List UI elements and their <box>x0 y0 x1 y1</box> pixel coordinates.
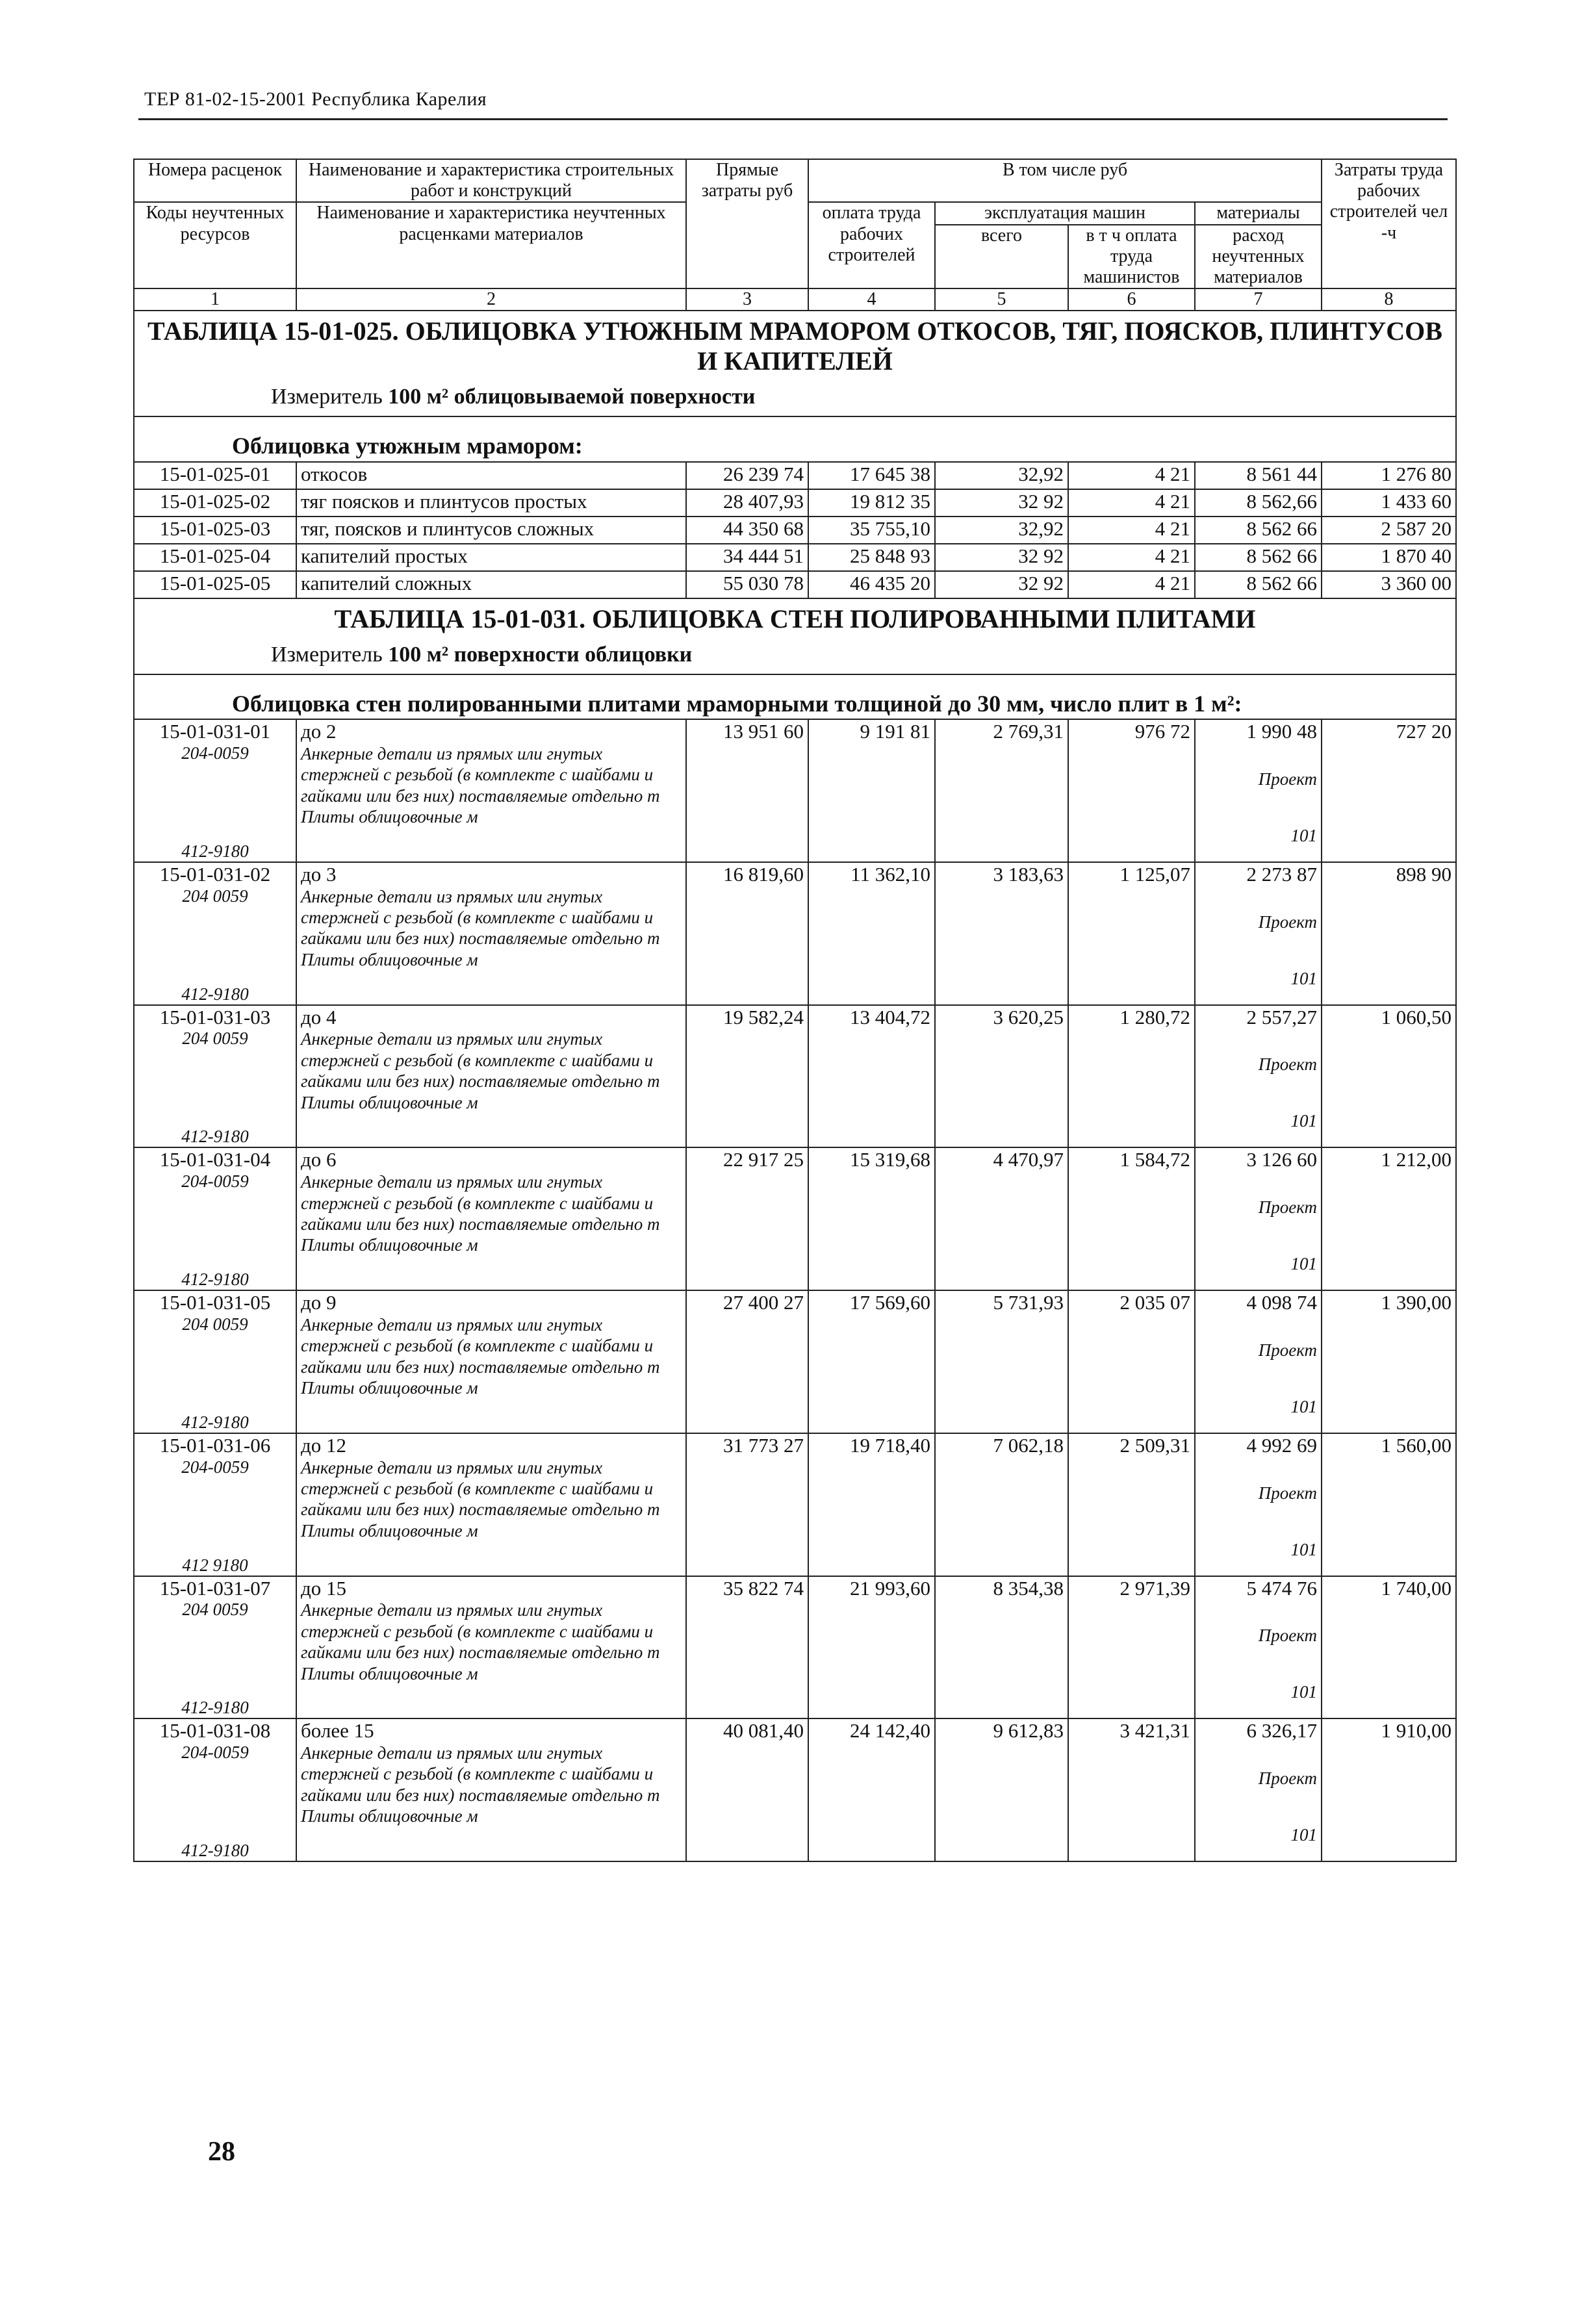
value-mat: 2 557,27 <box>1246 1005 1318 1028</box>
work-name: до 2 <box>301 720 337 743</box>
rate-code: 15-01-031-04 <box>159 1148 271 1171</box>
value-mach: 5 731,93 <box>935 1290 1068 1433</box>
measure-value: 100 м² поверхности облицовки <box>388 642 693 667</box>
work-name: до 6 <box>301 1148 337 1171</box>
table-row <box>134 462 1456 489</box>
project-label: Проект <box>1258 769 1318 789</box>
project-label: Проект <box>1258 1340 1318 1360</box>
resource-name: Анкерные детали из прямых или гнутых стержней с резьбой (в комплекте с шайбами и гайками или без них) поставляемые отдельно т <box>301 1029 660 1092</box>
value-direct: 22 917 25 <box>686 1147 808 1290</box>
table-row <box>134 1290 1456 1433</box>
work-name: до 9 <box>301 1291 337 1314</box>
value-mat: 1 990 48 <box>1246 720 1318 743</box>
resource-code: 204 0059 <box>182 886 248 906</box>
value-labor: 46 435 20 <box>808 571 935 598</box>
value-mach: 3 620,25 <box>935 1005 1068 1148</box>
value-direct: 13 951 60 <box>686 719 808 862</box>
rate-code: 15-01-031-02 <box>159 863 271 886</box>
resource-code: 204-0059 <box>181 1457 249 1477</box>
value-labor: 24 142,40 <box>808 1718 935 1861</box>
value-direct: 55 030 78 <box>686 571 808 598</box>
materials-cell <box>1195 1433 1322 1576</box>
col2-header-top: Наименование и характеристика строительных работ и конструкций <box>296 159 686 202</box>
value-labor: 11 362,10 <box>808 862 935 1005</box>
col4-header: оплата труда рабочих строителей <box>808 202 935 288</box>
col7-header: расход неучтенных материалов <box>1195 225 1322 289</box>
value-mat: 5 474 76 <box>1246 1576 1318 1600</box>
value-labor: 35 755,10 <box>808 517 935 544</box>
work-name: до 3 <box>301 863 337 886</box>
resource-name: Плиты облицовочные м <box>301 1663 478 1683</box>
work-name: более 15 <box>301 1719 374 1743</box>
value-labor: 21 993,60 <box>808 1576 935 1719</box>
value-mach_labor: 1 584,72 <box>1068 1147 1195 1290</box>
resource-name: Плиты облицовочные м <box>301 1092 478 1112</box>
work-name: до 4 <box>301 1005 337 1028</box>
value-mach: 8 354,38 <box>935 1576 1068 1719</box>
value-mat: 8 561 44 <box>1195 462 1322 489</box>
value-mach: 32 92 <box>935 571 1068 598</box>
value-direct: 28 407,93 <box>686 489 808 517</box>
value-mat: 4 992 69 <box>1246 1433 1318 1457</box>
resource-name: Плиты облицовочные м <box>301 1378 478 1398</box>
col5-header: всего <box>935 225 1068 289</box>
value-mach_labor: 2 509,31 <box>1068 1433 1195 1576</box>
col3-header: Прямые затраты руб <box>686 159 808 288</box>
work-name: капителий простых <box>296 544 686 571</box>
value-hours: 1 276 80 <box>1322 462 1456 489</box>
materials-cell <box>1195 1005 1322 1148</box>
table25-title-row <box>134 311 1456 376</box>
value-labor: 15 319,68 <box>808 1147 935 1290</box>
materials-cell <box>1195 1718 1322 1861</box>
value-hours: 1 870 40 <box>1322 544 1456 571</box>
value-mach: 32,92 <box>935 517 1068 544</box>
value-labor: 13 404,72 <box>808 1005 935 1148</box>
value-mach: 2 769,31 <box>935 719 1068 862</box>
value-direct: 26 239 74 <box>686 462 808 489</box>
rate-code: 15-01-025-01 <box>134 462 296 489</box>
value-direct: 19 582,24 <box>686 1005 808 1148</box>
value-labor: 25 848 93 <box>808 544 935 571</box>
resource-code: 204-0059 <box>181 1743 249 1763</box>
resource-code: 412-9180 <box>181 1841 249 1861</box>
col-number: 6 <box>1068 288 1195 311</box>
header-rule <box>138 118 1448 120</box>
resource-name: Анкерные детали из прямых или гнутых стержней с резьбой (в комплекте с шайбами и гайками или без них) поставляемые отдельно т <box>301 1743 660 1805</box>
col8-header: Затраты труда рабочих строителей чел -ч <box>1322 159 1456 288</box>
name-cell <box>296 1433 686 1576</box>
value-direct: 40 081,40 <box>686 1718 808 1861</box>
resource-name: Плиты облицовочные м <box>301 1806 478 1826</box>
quantity-value: 101 <box>1290 968 1318 988</box>
quantity-value: 101 <box>1290 1682 1318 1702</box>
table-row <box>134 544 1456 571</box>
project-label: Проект <box>1258 1769 1318 1789</box>
table31-title-row <box>134 598 1456 634</box>
rate-code: 15-01-031-01 <box>159 720 271 743</box>
value-mach: 4 470,97 <box>935 1147 1068 1290</box>
resource-code: 412-9180 <box>181 841 249 861</box>
value-hours: 3 360 00 <box>1322 571 1456 598</box>
code-cell <box>134 1576 296 1719</box>
materials-cell <box>1195 1576 1322 1719</box>
resource-name: Анкерные детали из прямых или гнутых стержней с резьбой (в комплекте с шайбами и гайками или без них) поставляемые отдельно т <box>301 886 660 949</box>
value-labor: 9 191 81 <box>808 719 935 862</box>
rate-code: 15-01-031-06 <box>159 1433 271 1457</box>
value-mat: 8 562 66 <box>1195 544 1322 571</box>
resource-code: 412-9180 <box>181 1698 249 1718</box>
value-mat: 4 098 74 <box>1246 1291 1318 1314</box>
value-mach_labor: 1 125,07 <box>1068 862 1195 1005</box>
value-mat: 2 273 87 <box>1246 863 1318 886</box>
resource-code: 412-9180 <box>181 984 249 1004</box>
name-cell <box>296 1576 686 1719</box>
code-cell <box>134 719 296 862</box>
resource-code: 412 9180 <box>182 1555 248 1575</box>
code-cell <box>134 1290 296 1433</box>
page-number: 28 <box>208 2137 235 2167</box>
project-label: Проект <box>1258 1054 1318 1075</box>
resource-name: Плиты облицовочные м <box>301 1235 478 1255</box>
value-mach_labor: 4 21 <box>1068 489 1195 517</box>
col1-header-top: Номера расценок <box>134 159 296 202</box>
resource-name: Плиты облицовочные м <box>301 807 478 827</box>
value-mat: 6 326,17 <box>1246 1719 1318 1743</box>
value-mach_labor: 4 21 <box>1068 571 1195 598</box>
value-mach_labor: 2 971,39 <box>1068 1576 1195 1719</box>
value-direct: 27 400 27 <box>686 1290 808 1433</box>
work-name: до 15 <box>301 1576 347 1600</box>
name-cell <box>296 862 686 1005</box>
table-row <box>134 1576 1456 1719</box>
value-mach_labor: 4 21 <box>1068 517 1195 544</box>
value-direct: 34 444 51 <box>686 544 808 571</box>
measure-value: 100 м² облицовываемой поверхности <box>388 385 756 409</box>
resource-code: 204 0059 <box>182 1028 248 1049</box>
quantity-value: 101 <box>1290 825 1318 845</box>
rate-code: 15-01-025-03 <box>134 517 296 544</box>
quantity-value: 101 <box>1290 1539 1318 1559</box>
value-mach_labor: 4 21 <box>1068 544 1195 571</box>
value-hours: 1 740,00 <box>1322 1576 1456 1719</box>
col-number: 5 <box>935 288 1068 311</box>
col-number: 1 <box>134 288 296 311</box>
col-number: 7 <box>1195 288 1322 311</box>
value-hours: 727 20 <box>1322 719 1456 862</box>
project-label: Проект <box>1258 912 1318 932</box>
rate-code: 15-01-031-07 <box>159 1576 271 1600</box>
work-name: до 12 <box>301 1433 347 1457</box>
table-row <box>134 1718 1456 1861</box>
group-header: В том числе руб <box>808 159 1322 202</box>
materials-header: материалы <box>1195 202 1322 224</box>
col1-header-bottom: Коды неучтенных ресурсов <box>134 202 296 288</box>
value-hours: 2 587 20 <box>1322 517 1456 544</box>
rates-table <box>133 159 1457 1862</box>
name-cell <box>296 719 686 862</box>
table25-measure-row <box>134 376 1456 416</box>
resource-name: Анкерные детали из прямых или гнутых стержней с резьбой (в комплекте с шайбами и гайками или без них) поставляемые отдельно т <box>301 1600 660 1663</box>
col2-header-bottom: Наименование и характеристика неучтенных расценками материалов <box>296 202 686 288</box>
col-number: 8 <box>1322 288 1456 311</box>
code-cell <box>134 1005 296 1148</box>
work-name: капителий сложных <box>296 571 686 598</box>
value-hours: 1 390,00 <box>1322 1290 1456 1433</box>
quantity-value: 101 <box>1290 1396 1318 1416</box>
section-heading: Облицовка стен полированными плитами мраморными толщиной до 30 мм, число плит в 1 м²: <box>134 674 1456 719</box>
col-number: 4 <box>808 288 935 311</box>
value-direct: 16 819,60 <box>686 862 808 1005</box>
value-mach_labor: 1 280,72 <box>1068 1005 1195 1148</box>
value-mach_labor: 4 21 <box>1068 462 1195 489</box>
code-cell <box>134 1147 296 1290</box>
running-header: ТЕР 81-02-15-2001 Республика Карелия <box>144 88 487 110</box>
value-labor: 17 569,60 <box>808 1290 935 1433</box>
value-hours: 1 060,50 <box>1322 1005 1456 1148</box>
value-hours: 1 560,00 <box>1322 1433 1456 1576</box>
table-title: ТАБЛИЦА 15-01-031. ОБЛИЦОВКА СТЕН ПОЛИРОВАННЫМИ ПЛИТАМИ <box>134 598 1456 634</box>
value-mach_labor: 3 421,31 <box>1068 1718 1195 1861</box>
table-row <box>134 571 1456 598</box>
table-row <box>134 1433 1456 1576</box>
measure-line <box>134 634 1456 674</box>
measure-label: Измеритель <box>271 385 383 409</box>
section-heading: Облицовка утюжным мрамором: <box>134 416 1456 461</box>
materials-cell <box>1195 719 1322 862</box>
value-mat: 8 562 66 <box>1195 517 1322 544</box>
machines-header: эксплуатация машин <box>935 202 1195 224</box>
value-direct: 44 350 68 <box>686 517 808 544</box>
name-cell <box>296 1147 686 1290</box>
table-row <box>134 1147 1456 1290</box>
work-name: откосов <box>296 462 686 489</box>
table31-measure-row <box>134 634 1456 674</box>
table-row <box>134 862 1456 1005</box>
table-row <box>134 719 1456 862</box>
value-mach_labor: 976 72 <box>1068 719 1195 862</box>
resource-code: 204 0059 <box>182 1314 248 1334</box>
resource-name: Анкерные детали из прямых или гнутых стержней с резьбой (в комплекте с шайбами и гайками или без них) поставляемые отдельно т <box>301 1457 660 1520</box>
col-number: 2 <box>296 288 686 311</box>
materials-cell <box>1195 862 1322 1005</box>
table-row <box>134 517 1456 544</box>
materials-cell <box>1195 1290 1322 1433</box>
value-hours: 1 910,00 <box>1322 1718 1456 1861</box>
name-cell <box>296 1718 686 1861</box>
value-mach: 7 062,18 <box>935 1433 1068 1576</box>
col6-header: в т ч оплата труда машинистов <box>1068 225 1195 289</box>
value-direct: 35 822 74 <box>686 1576 808 1719</box>
quantity-value: 101 <box>1290 1254 1318 1274</box>
value-mat: 3 126 60 <box>1246 1148 1318 1171</box>
measure-label: Измеритель <box>271 642 383 667</box>
value-mach: 32,92 <box>935 462 1068 489</box>
resource-code: 412-9180 <box>181 1412 249 1432</box>
rate-code: 15-01-031-05 <box>159 1291 271 1314</box>
value-mach: 9 612,83 <box>935 1718 1068 1861</box>
col-number: 3 <box>686 288 808 311</box>
resource-name: Плиты облицовочные м <box>301 1520 478 1540</box>
work-name: тяг поясков и плинтусов простых <box>296 489 686 517</box>
value-mat: 8 562 66 <box>1195 571 1322 598</box>
resource-code: 204 0059 <box>182 1600 248 1620</box>
resource-code: 204-0059 <box>181 1171 249 1192</box>
value-mach_labor: 2 035 07 <box>1068 1290 1195 1433</box>
project-label: Проект <box>1258 1626 1318 1646</box>
table-row <box>134 489 1456 517</box>
resource-name: Анкерные детали из прямых или гнутых стержней с резьбой (в комплекте с шайбами и гайками или без них) поставляемые отдельно т <box>301 1172 660 1234</box>
value-mach: 32 92 <box>935 489 1068 517</box>
table25-section-row <box>134 416 1456 461</box>
resource-code: 204-0059 <box>181 743 249 763</box>
quantity-value: 101 <box>1290 1825 1318 1845</box>
table-row <box>134 1005 1456 1148</box>
value-mach: 32 92 <box>935 544 1068 571</box>
table-title: ТАБЛИЦА 15-01-025. ОБЛИЦОВКА УТЮЖНЫМ МРАМОРОМ ОТКОСОВ, ТЯГ, ПОЯСКОВ, ПЛИНТУСОВ И КАПИТЕЛЕЙ <box>134 311 1456 376</box>
resource-name: Анкерные детали из прямых или гнутых стержней с резьбой (в комплекте с шайбами и гайками или без них) поставляемые отдельно т <box>301 1314 660 1377</box>
name-cell <box>296 1005 686 1148</box>
rate-code: 15-01-025-05 <box>134 571 296 598</box>
value-hours: 1 433 60 <box>1322 489 1456 517</box>
name-cell <box>296 1290 686 1433</box>
resource-name: Плиты облицовочные м <box>301 949 478 969</box>
rate-code: 15-01-025-04 <box>134 544 296 571</box>
measure-line <box>134 376 1456 416</box>
resource-name: Анкерные детали из прямых или гнутых стержней с резьбой (в комплекте с шайбами и гайками или без них) поставляемые отдельно т <box>301 743 660 806</box>
value-hours: 898 90 <box>1322 862 1456 1005</box>
project-label: Проект <box>1258 1483 1318 1503</box>
code-cell <box>134 862 296 1005</box>
resource-code: 412-9180 <box>181 1270 249 1290</box>
rate-code: 15-01-031-08 <box>159 1719 271 1743</box>
column-numbers-row <box>134 288 1456 311</box>
project-label: Проект <box>1258 1197 1318 1218</box>
value-mach: 3 183,63 <box>935 862 1068 1005</box>
value-mat: 8 562,66 <box>1195 489 1322 517</box>
resource-code: 412-9180 <box>181 1127 249 1147</box>
value-labor: 19 718,40 <box>808 1433 935 1576</box>
value-labor: 19 812 35 <box>808 489 935 517</box>
value-hours: 1 212,00 <box>1322 1147 1456 1290</box>
value-direct: 31 773 27 <box>686 1433 808 1576</box>
code-cell <box>134 1718 296 1861</box>
quantity-value: 101 <box>1290 1111 1318 1131</box>
rate-code: 15-01-025-02 <box>134 489 296 517</box>
value-labor: 17 645 38 <box>808 462 935 489</box>
materials-cell <box>1195 1147 1322 1290</box>
work-name: тяг, поясков и плинтусов сложных <box>296 517 686 544</box>
rate-code: 15-01-031-03 <box>159 1005 271 1028</box>
code-cell <box>134 1433 296 1576</box>
table31-section-row <box>134 674 1456 719</box>
